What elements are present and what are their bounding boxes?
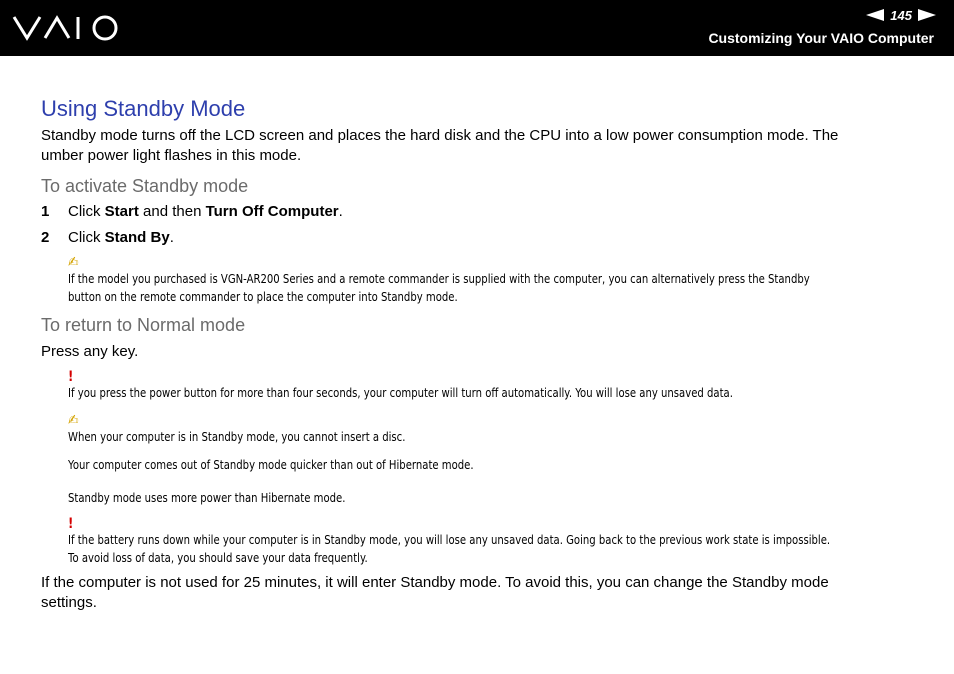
step-1: 1 Click Start and then Turn Off Computer.: [41, 203, 343, 220]
exclamation-warning-icon: !: [68, 369, 74, 385]
page-title: Using Standby Mode: [41, 96, 246, 121]
note-block: ✍ When your computer is in Standby mode, you cannot insert a disc.: [68, 412, 921, 446]
note-item: Standby mode uses more power than Hibernate mode.: [68, 491, 346, 505]
page-navigation: [866, 8, 936, 22]
pencil-note-icon: ✍: [68, 411, 79, 429]
note-item: Your computer comes out of Standby mode quicker than out of Hibernate mode.: [68, 458, 474, 472]
return-heading: To return to Normal mode: [41, 315, 246, 335]
page-number: 145: [890, 7, 912, 23]
previous-page-icon[interactable]: [866, 9, 884, 21]
page-header: [0, 0, 954, 56]
exclamation-warning-icon: !: [68, 516, 74, 532]
note-block: ✍ If the model you purchased is VGN-AR200 Series and a remote commander is supplied with the computer, you can alternatively press the Standby button on the remote commander to place the computer into Standby mode.: [68, 254, 921, 306]
next-page-icon[interactable]: [918, 9, 936, 21]
section-title: Customizing Your VAIO Computer: [708, 30, 934, 46]
activate-heading: To activate Standby mode: [41, 176, 249, 196]
warning-block: ! If you press the power button for more than four seconds, your computer will turn off automatically. You will lose any unsaved data.: [68, 370, 921, 402]
step-2: 2 Click Stand By.: [41, 229, 174, 246]
intro-paragraph: Standby mode turns off the LCD screen and places the hard disk and the CPU into a low power consumption mode. The umber power light flashes in this mode.: [41, 127, 839, 164]
vaio-logo: [12, 13, 122, 43]
warning-block: ! If the battery runs down while your computer is in Standby mode, you will lose any unsaved data. Going back to the previous work state is impossible. To avoid loss of data, you should save your data frequently.: [68, 517, 921, 567]
return-text: Press any key.: [41, 343, 139, 360]
pencil-note-icon: ✍: [68, 253, 79, 271]
page-content: [41, 95, 921, 613]
closing-paragraph: If the computer is not used for 25 minutes, it will enter Standby mode. To avoid this, you can change the Standby mode settings.: [41, 574, 829, 611]
